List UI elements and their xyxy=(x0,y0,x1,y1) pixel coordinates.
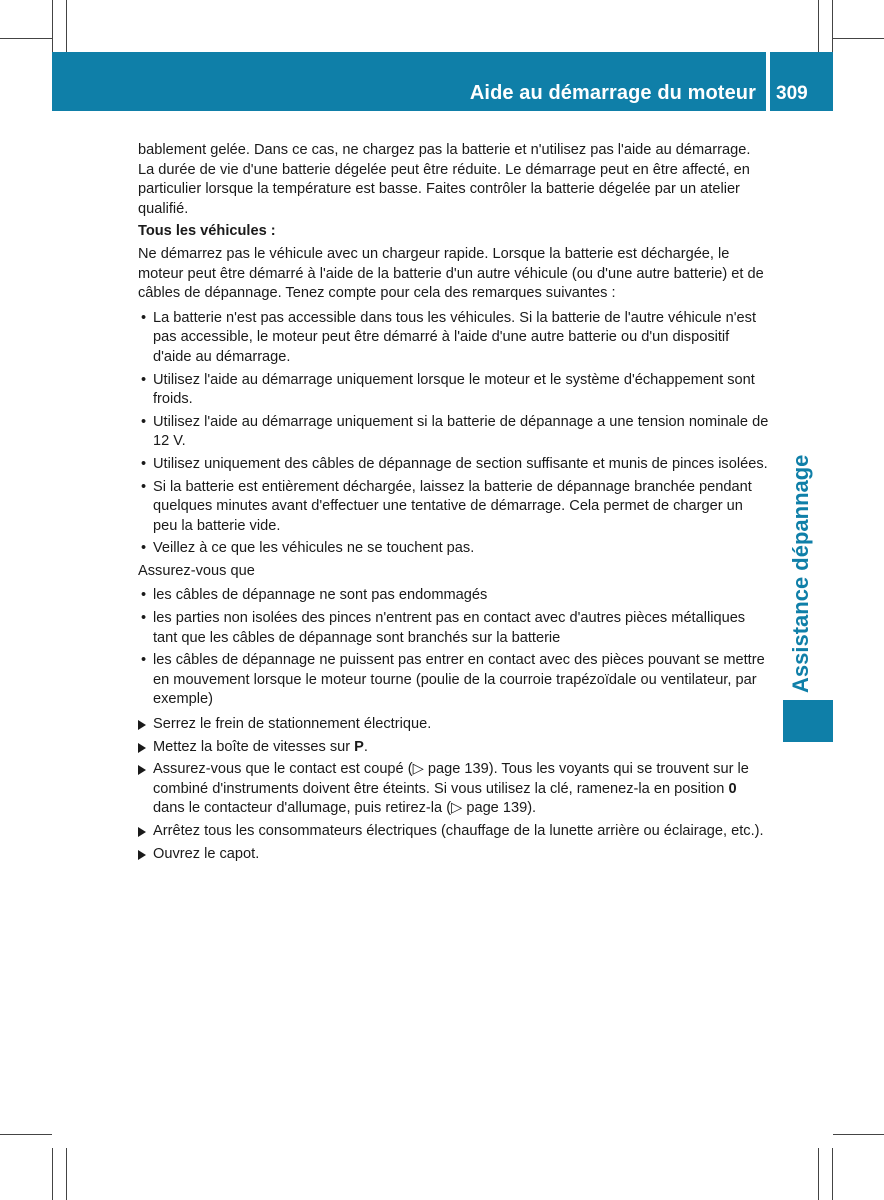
step-arrow-icon xyxy=(138,743,146,753)
list-item: • Veillez à ce que les véhicules ne se touchent pas. xyxy=(138,539,770,559)
step-arrow-icon xyxy=(138,720,146,730)
step-arrow-icon xyxy=(138,765,146,775)
list-item: • Si la batterie est entièrement déchargée, laissez la batterie de dépannage branchée pendant quelques minutes avant d'effectuer une tentative de démarrage. Cela permet de charger un peu la batterie vide. xyxy=(141,478,752,534)
crop-mark xyxy=(66,0,67,52)
step-item: Assurez-vous que le contact est coupé (▷ page 139). Tous les voyants qui se trouvent sur le combiné d'instruments doivent être éteints. Si vous utilisez la clé, ramenez-la en position 0 dans le contacteur d'allumage, puis retirez-la (▷ page 139). xyxy=(138,760,770,819)
section-title: Aide au démarrage du moteur xyxy=(469,82,756,104)
list-item: • La batterie n'est pas accessible dans tous les véhicules. Si la batterie de l'autre véhicule n'est pas accessible, le moteur peut être démarré à l'aide d'une autre batterie ou d'un dispositif d'aide au démarrage. xyxy=(141,309,756,365)
bullet-icon: • xyxy=(141,371,147,388)
list-item: • Utilisez l'aide au démarrage uniquement si la batterie de dépannage a une tension nominale de 12 V. xyxy=(141,413,769,450)
heading-all-vehicles: Tous les véhicules : xyxy=(138,223,276,240)
crop-mark xyxy=(818,1148,819,1200)
page-content xyxy=(138,141,770,867)
step-item: Arrêtez tous les consommateurs électriques (chauffage de la lunette arrière ou éclairage, etc.). xyxy=(138,822,770,842)
list-item: • les parties non isolées des pinces n'entrent pas en contact avec d'autres pièces métalliques tant que les câbles de dépannage sont branchés sur la batterie xyxy=(141,610,746,646)
crop-mark xyxy=(52,0,53,52)
step-item: Serrez le frein de stationnement électrique. xyxy=(138,715,770,735)
bullet-icon: • xyxy=(141,540,147,557)
bullet-icon: • xyxy=(141,610,147,627)
bullet-icon: • xyxy=(141,455,147,472)
crop-mark xyxy=(66,1148,67,1200)
bullet-icon: • xyxy=(141,587,147,604)
bullet-icon: • xyxy=(141,309,147,326)
bullet-icon: • xyxy=(141,478,147,495)
step-arrow-icon xyxy=(138,850,146,860)
bullet-icon: • xyxy=(141,413,147,430)
section-header-bar xyxy=(52,52,766,111)
list-item: • les câbles de dépannage ne sont pas endommagés xyxy=(138,586,770,606)
crop-mark xyxy=(0,38,52,39)
crop-mark xyxy=(833,1134,884,1135)
crop-mark xyxy=(52,1148,53,1200)
bullet-icon: • xyxy=(141,652,147,669)
crop-mark xyxy=(818,0,819,52)
page-number: 309 xyxy=(776,83,808,104)
steps-list xyxy=(138,715,770,864)
step-item: Ouvrez le capot. xyxy=(138,845,770,865)
crop-mark xyxy=(832,0,833,52)
crop-mark xyxy=(0,1134,52,1135)
ensure-intro: Assurez-vous que xyxy=(138,562,255,579)
list-item: • Utilisez uniquement des câbles de dépannage de section suffisante et munis de pinces isolées. xyxy=(138,455,770,475)
step-item: Mettez la boîte de vitesses sur P. xyxy=(138,738,770,758)
list-item: • les câbles de dépannage ne puissent pas entrer en contact avec des pièces pouvant se mettre en mouvement lorsque le moteur tourne (poulie de la courroie trapézoïdale ou ventilateur, par exemple) xyxy=(141,652,765,708)
crop-mark xyxy=(833,38,884,39)
side-tab-label: Assistance dépannage xyxy=(788,454,813,693)
crop-mark xyxy=(832,1148,833,1200)
side-tab-marker xyxy=(783,700,833,742)
intro-paragraph: bablement gelée. Dans ce cas, ne chargez pas la batterie et n'utilisez pas l'aide au démarrage. La durée de vie d'une batterie dégelée peut être réduite. Le démarrage peut en être affecté, en particulier lorsque la température est basse. Faites contrôler la batterie dégelée par un atelier qualifié. xyxy=(138,142,751,217)
page-number-box xyxy=(770,52,833,111)
ensure-list xyxy=(138,586,770,710)
step-arrow-icon xyxy=(138,827,146,837)
list-item: • Utilisez l'aide au démarrage uniquement lorsque le moteur et le système d'échappement sont froids. xyxy=(141,371,755,408)
paragraph-all-vehicles: Ne démarrez pas le véhicule avec un chargeur rapide. Lorsque la batterie est déchargée, le moteur peut être démarré à l'aide de la batterie d'un autre véhicule (ou d'une autre batterie) et de câbles de dépannage. Tenez compte pour cela des remarques suivantes : xyxy=(138,245,764,302)
remarks-list xyxy=(138,309,770,559)
